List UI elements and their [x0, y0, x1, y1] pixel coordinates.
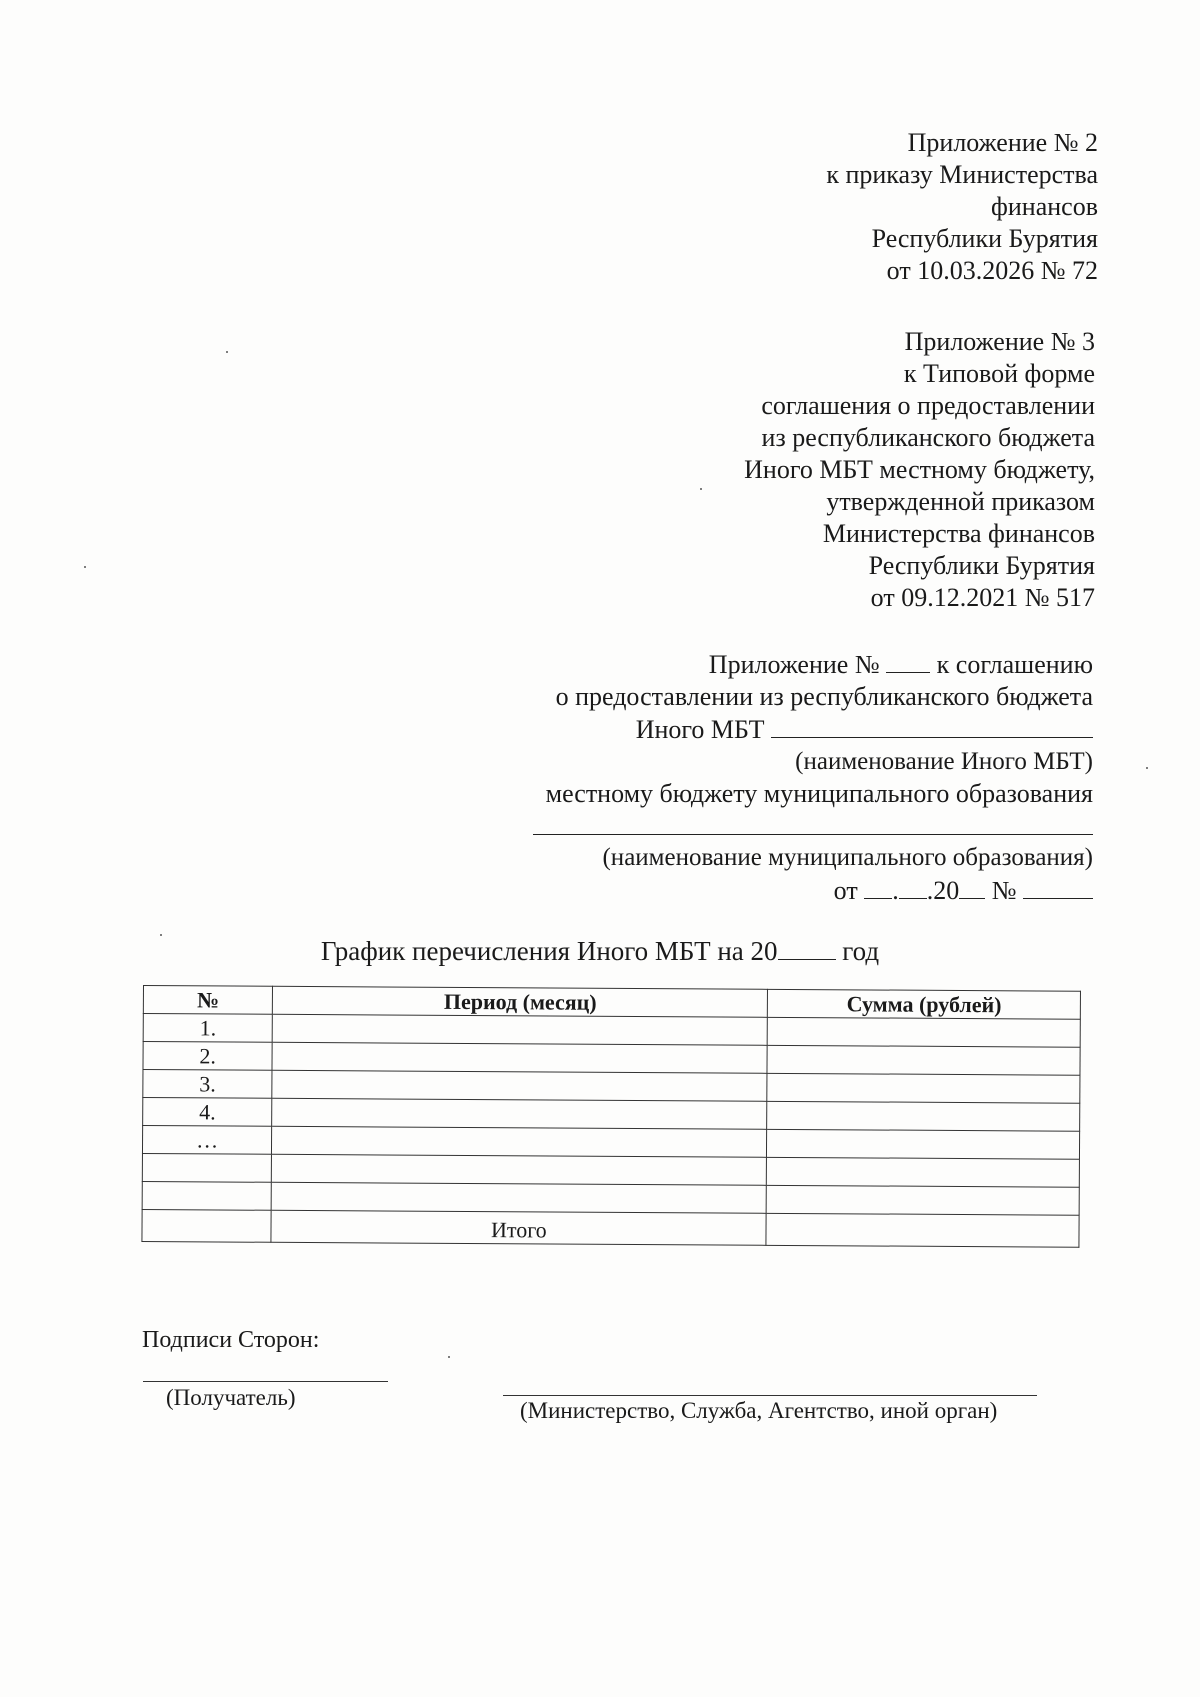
period-cell[interactable]	[271, 1182, 766, 1213]
header-sum: Сумма (рублей)	[768, 989, 1081, 1019]
sum-cell[interactable]	[767, 1129, 1080, 1159]
schedule-title	[0, 935, 1200, 967]
header-line: от 10.03.2026 № 72	[886, 256, 1098, 285]
row-number: 3.	[143, 1070, 272, 1099]
appendix-order-header	[826, 127, 1098, 287]
period-cell[interactable]	[272, 1098, 767, 1129]
header-line: Иного МБТ местному бюджету,	[744, 455, 1095, 484]
ministry-signature-line[interactable]	[503, 1395, 1037, 1396]
agreement-no-blank[interactable]	[1023, 874, 1093, 899]
agreement-number-prefix: Приложение №	[708, 650, 880, 679]
municipality-name-blank[interactable]	[533, 810, 1093, 835]
schedule-table	[141, 985, 1081, 1248]
scan-speck	[84, 566, 86, 568]
agreement-date-line	[533, 874, 1093, 907]
row-number	[142, 1181, 271, 1210]
row-number: 4.	[143, 1098, 272, 1127]
agreement-number-line	[533, 648, 1093, 681]
total-sum-cell[interactable]	[766, 1213, 1079, 1247]
header-num: №	[143, 986, 272, 1015]
signatures-label: Подписи Сторон:	[142, 1327, 320, 1353]
scan-speck	[448, 1356, 450, 1358]
header-line: о предоставлении из республиканского бюджета	[555, 682, 1093, 711]
agreement-number-suffix: к соглашению	[936, 650, 1093, 679]
number-sign: №	[991, 876, 1017, 905]
scan-speck	[226, 351, 228, 353]
municipality-name-line	[533, 810, 1093, 842]
date-prefix: от	[833, 876, 858, 905]
header-line: из республиканского бюджета	[761, 423, 1095, 452]
header-line: Республики Бурятия	[871, 224, 1098, 253]
mbt-name-caption: (наименование Иного МБТ)	[795, 748, 1093, 775]
sum-cell[interactable]	[767, 1157, 1080, 1187]
header-line: утвержденной приказом	[826, 487, 1095, 516]
ministry-caption: (Министерство, Служба, Агентство, иной орган)	[520, 1398, 998, 1423]
sum-cell[interactable]	[767, 1073, 1080, 1103]
header-period: Период (месяц)	[273, 986, 768, 1017]
period-cell[interactable]	[272, 1154, 767, 1185]
header-line: соглашения о предоставлении	[761, 391, 1095, 420]
date-month-blank[interactable]	[899, 874, 927, 899]
mbt-name-blank[interactable]	[771, 713, 1093, 738]
appendix-agreement-header	[533, 648, 1093, 907]
row-number: …	[142, 1126, 271, 1155]
scan-speck	[160, 934, 162, 936]
header-line: местному бюджету муниципального образования	[545, 779, 1093, 808]
sum-cell[interactable]	[767, 1185, 1080, 1215]
date-day-blank[interactable]	[864, 874, 892, 899]
period-cell[interactable]	[272, 1042, 767, 1073]
schedule-title-prefix: График перечисления Иного МБТ на 20	[320, 936, 778, 966]
header-line: Республики Бурятия	[868, 551, 1095, 580]
recipient-caption: (Получатель)	[166, 1385, 296, 1410]
recipient-signature-line[interactable]	[143, 1381, 388, 1382]
schedule-title-suffix: год	[842, 936, 880, 966]
header-line: к приказу Министерства	[826, 160, 1098, 189]
period-cell[interactable]	[272, 1126, 767, 1157]
row-number: 2.	[143, 1042, 272, 1071]
mbt-name-prefix: Иного МБТ	[635, 715, 765, 744]
header-line: от 09.12.2021 № 517	[870, 583, 1095, 612]
date-year-prefix: .20	[926, 876, 960, 905]
mbt-name-line	[533, 713, 1093, 746]
sum-cell[interactable]	[768, 1017, 1081, 1047]
header-line: Приложение № 3	[904, 327, 1095, 356]
row-number	[142, 1153, 271, 1182]
header-line: Министерства финансов	[822, 519, 1095, 548]
header-line: Приложение № 2	[907, 128, 1098, 157]
total-num-cell	[142, 1209, 272, 1242]
sum-cell[interactable]	[767, 1045, 1080, 1075]
date-separator: .	[892, 876, 899, 905]
table-total-row	[142, 1209, 1079, 1247]
municipality-name-caption: (наименование муниципального образования)	[602, 844, 1093, 871]
period-cell[interactable]	[272, 1070, 767, 1101]
agreement-number-blank[interactable]	[886, 648, 930, 673]
header-line: к Типовой форме	[903, 359, 1095, 388]
period-cell[interactable]	[272, 1014, 767, 1045]
appendix-form-header	[744, 326, 1095, 614]
date-year-blank[interactable]	[959, 874, 985, 899]
sum-cell[interactable]	[767, 1101, 1080, 1131]
scan-speck	[1146, 767, 1148, 769]
header-line: финансов	[991, 192, 1098, 221]
schedule-year-blank[interactable]	[778, 935, 836, 960]
scan-speck	[700, 488, 702, 490]
total-label: Итого	[271, 1210, 766, 1245]
row-number: 1.	[143, 1014, 272, 1043]
